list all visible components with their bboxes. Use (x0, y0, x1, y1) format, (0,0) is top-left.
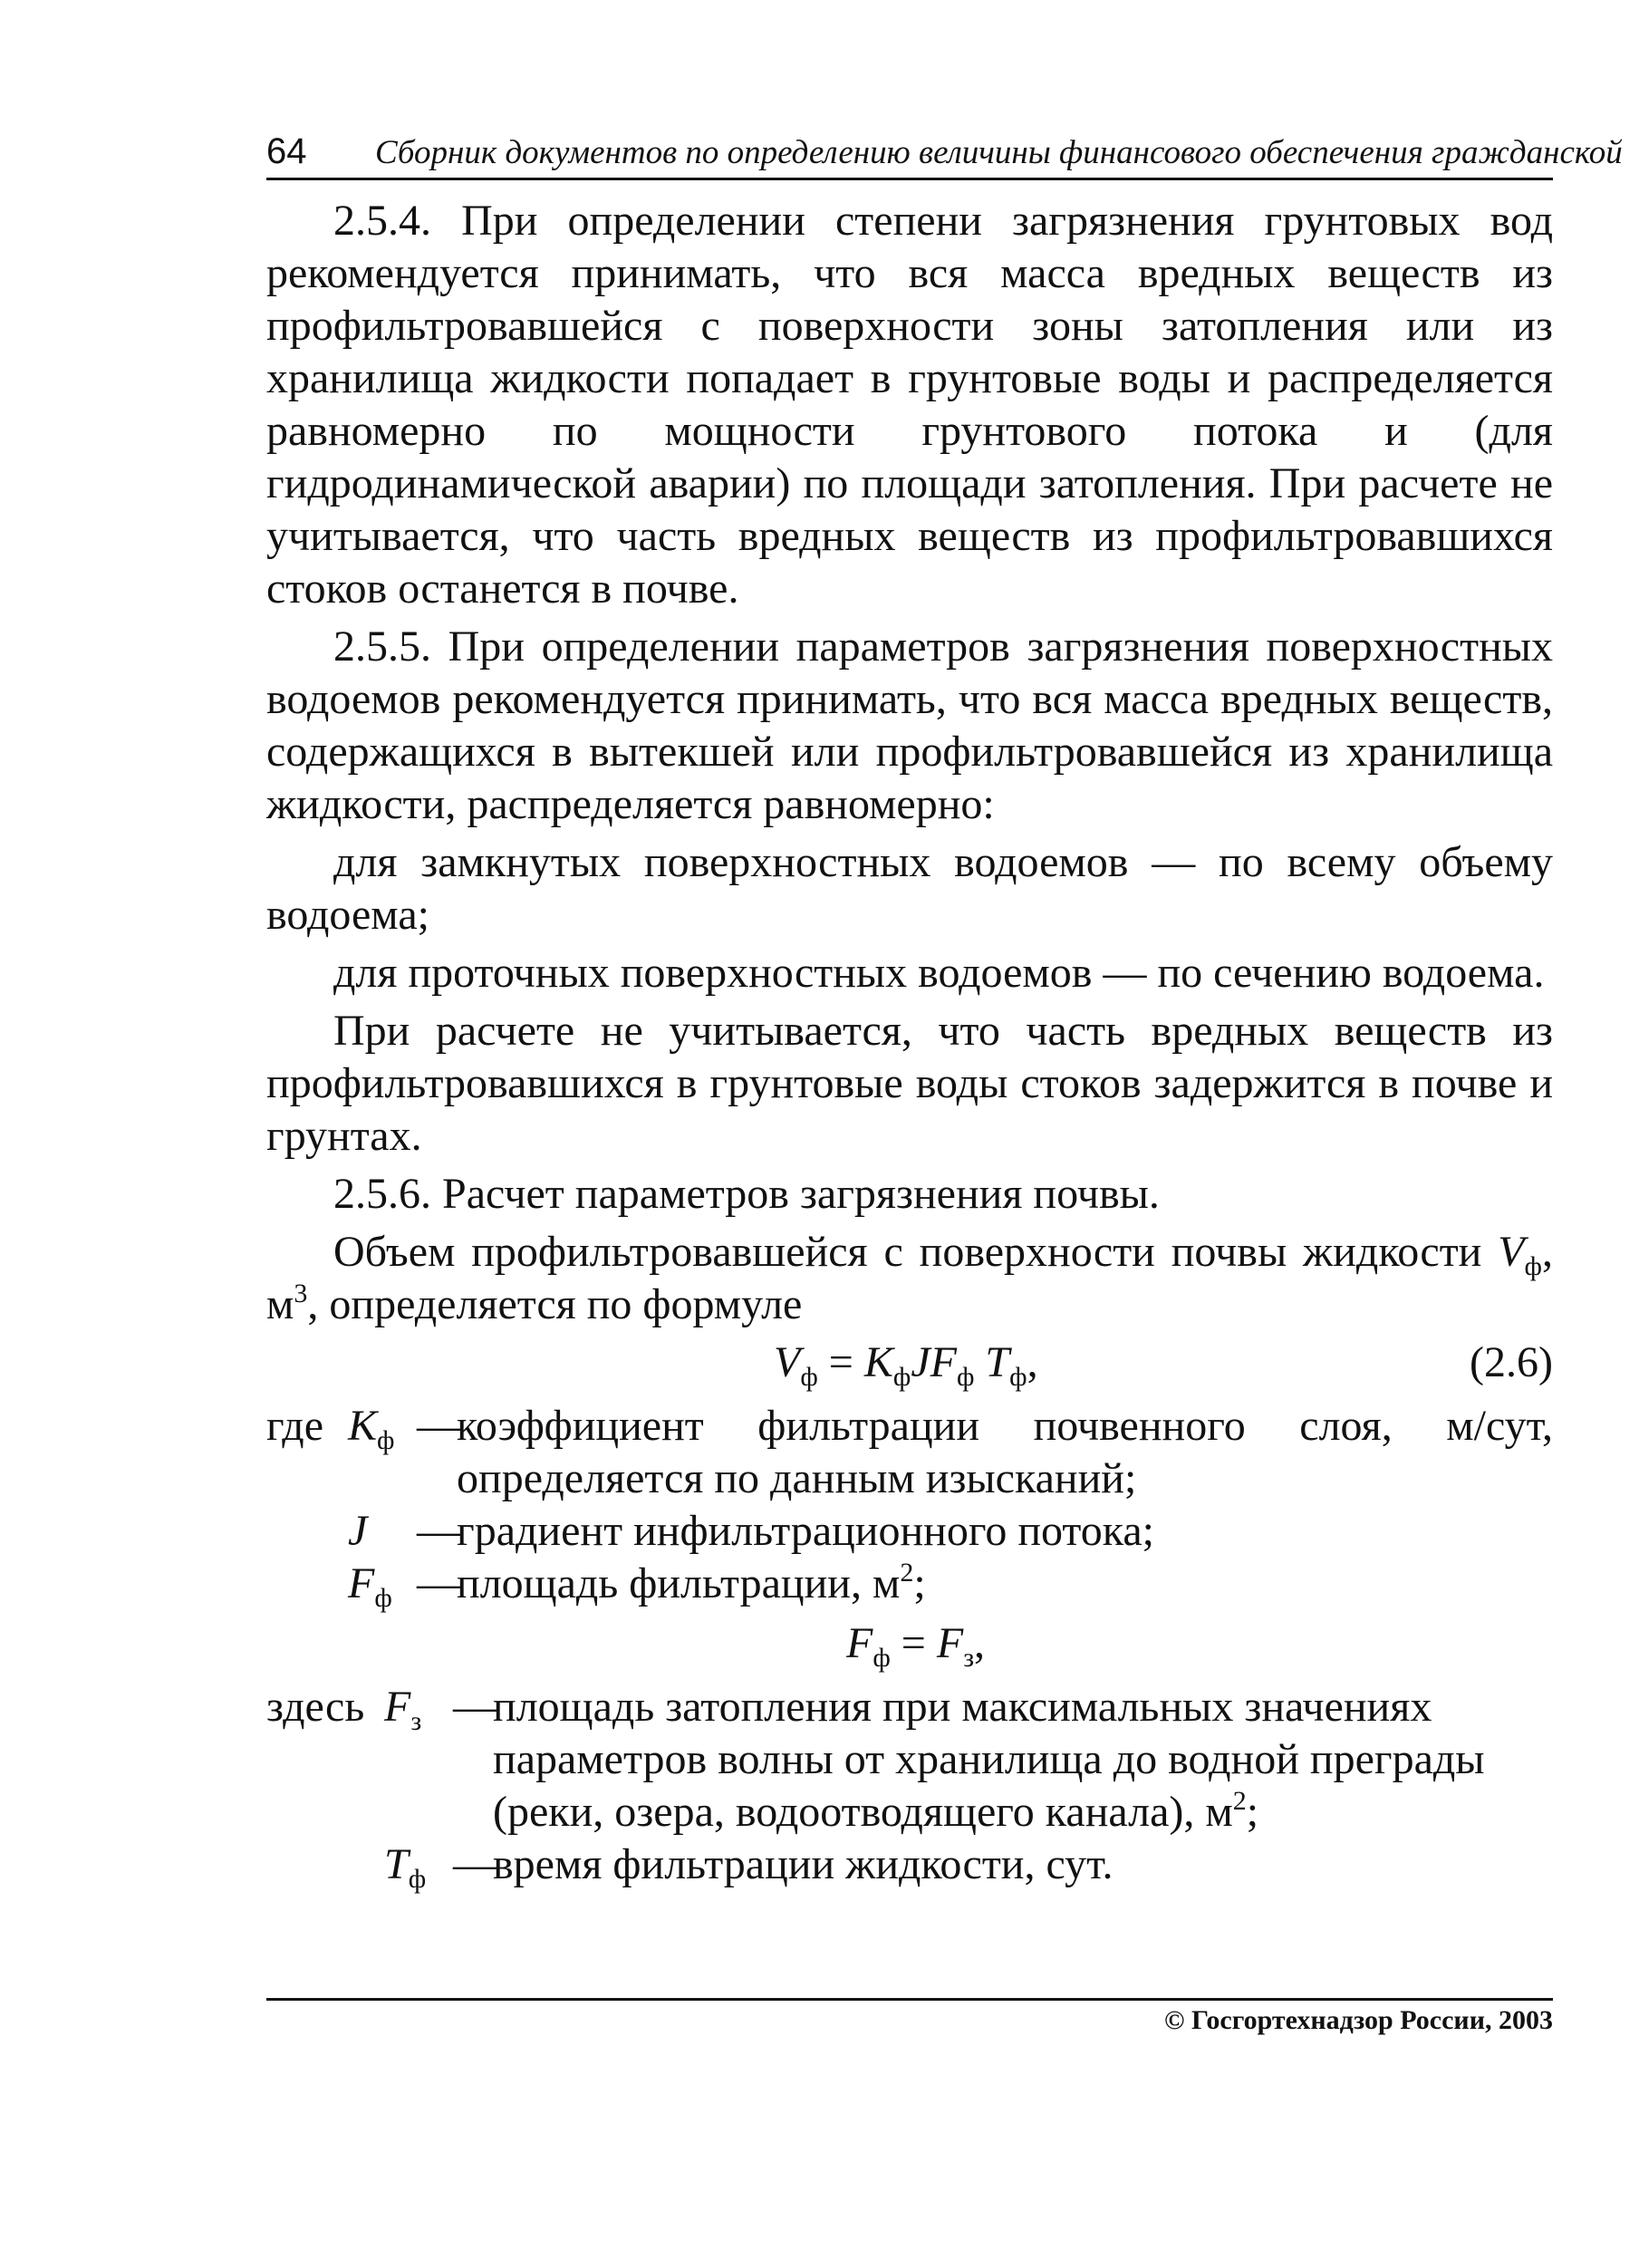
definition-symbol-sub: ф (374, 1583, 392, 1613)
paragraph-closed-reservoirs: для замкнутых поверхностных водоемов — по всему объему водоема; (266, 838, 1553, 939)
formula-f-sub: ф (956, 1362, 975, 1392)
definition-text-sup: 2 (1232, 1786, 1247, 1816)
formula-lhs-sub: ф (800, 1362, 818, 1392)
definition-symbol (384, 1839, 453, 1894)
running-title: Сборник документов по определению величины финансового обеспечения гражданской (375, 134, 1623, 171)
formula2-lhs-sub: ф (873, 1643, 891, 1673)
definition-symbol-letter: F (348, 1559, 375, 1607)
formula-tail: , (1027, 1338, 1038, 1386)
definition-dash: — (417, 1402, 460, 1450)
definition-j (266, 1505, 1553, 1558)
definition-text-sup: 2 (900, 1558, 914, 1588)
definition-symbol (348, 1400, 417, 1505)
definition-text-tail: ; (913, 1559, 926, 1607)
footer-divider (266, 1998, 1553, 2001)
volume-symbol: V (1498, 1228, 1525, 1276)
formula-lhs-symbol: V (774, 1338, 801, 1386)
formula-equals: = (817, 1338, 864, 1386)
definition-lead: здесь (266, 1683, 365, 1731)
definition-f3 (266, 1681, 1553, 1839)
definition-text-main: площадь затопления при максимальных значениях параметров волны от хранилища до водной преграды (реки, озера, водоотводящего канала), м (493, 1683, 1485, 1836)
definitions-list (266, 1400, 1553, 1613)
definition-symbol-sub: з (410, 1706, 422, 1736)
copyright-footer: © Госгортехнадзор России, 2003 (1164, 2005, 1553, 2035)
formula-t-sub: ф (1009, 1362, 1027, 1392)
definition-f (266, 1558, 1553, 1613)
formula-j-symbol: J (911, 1338, 930, 1386)
definition-lead (266, 1558, 348, 1610)
volume-text-c: , определяется по формуле (307, 1280, 803, 1328)
definition-dash: — (417, 1507, 460, 1555)
definition-dash: — (417, 1559, 460, 1607)
definition-symbol-letter: J (348, 1507, 368, 1555)
formula-k-symbol: K (863, 1338, 893, 1386)
volume-text-b: , (1542, 1228, 1553, 1276)
paragraph-volume (266, 1226, 1553, 1331)
definition-text (493, 1681, 1553, 1839)
definition-t (266, 1839, 1553, 1894)
definition-symbol-sub: ф (377, 1425, 395, 1455)
formula2-equals: = (890, 1619, 937, 1667)
definition-symbol (384, 1681, 453, 1839)
paragraph-flowing-reservoirs: для проточных поверхностных водоемов — по сечению водоема. (333, 949, 1545, 997)
volume-symbol-sub: ф (1524, 1251, 1542, 1281)
formula2-lhs-symbol: F (846, 1619, 873, 1667)
formula-2-6-expression (774, 1337, 1038, 1392)
definition-text-main: площадь фильтрации, м (457, 1559, 901, 1607)
formula-k-sub: ф (892, 1362, 911, 1392)
formula-f-equals-f3 (266, 1617, 1553, 1674)
definition-text: градиент инфильтрационного потока; (457, 1507, 1154, 1555)
paragraph-2-5-4: 2.5.4. При определении степени загрязнения грунтовых вод рекомендуется принимать, что вся масса вредных веществ из профильтровавшейся с поверхности зоны затопления или из хранилища жидкости попадает в грунтовые воды и распределяется равномерно по мощности грунтового потока и (для гидродинамической аварии) по площади затопления. При расчете не учитывается, что часть вредных веществ из профильтровавшихся стоков останется в почве. (266, 197, 1553, 613)
formula2-rhs-symbol: F (936, 1619, 964, 1667)
running-header (266, 125, 1623, 180)
formula2-tail: , (974, 1619, 986, 1667)
formula-2-expression (846, 1617, 986, 1673)
formula-t-symbol: T (985, 1338, 1010, 1386)
volume-unit: м (266, 1280, 294, 1328)
definition-dash: — (453, 1840, 497, 1888)
definition-lead (266, 1839, 384, 1891)
definition-dash: — (453, 1683, 497, 1731)
definition-lead: где (266, 1402, 324, 1450)
volume-text-a: Объем профильтровавшейся с поверхности почвы жидкости (333, 1228, 1499, 1276)
formula-2-6 (266, 1337, 1553, 1393)
paragraph-2-5-5: 2.5.5. При определении параметров загрязнения поверхностных водоемов рекомендуется принимать, что вся масса вредных веществ, содержащихся в вытекшей или профильтровавшейся из хранилища жидкости, распределяется равномерно: (266, 622, 1553, 828)
definition-text: время фильтрации жидкости, сут. (493, 1840, 1114, 1888)
paragraph-note: При расчете не учитывается, что часть вредных веществ из профильтровавшихся в грунтовые воды стоков задержится в почве и грунтах. (266, 1007, 1553, 1160)
volume-unit-sup: 3 (294, 1279, 308, 1308)
definition-symbol-letter: F (384, 1683, 411, 1731)
definition-text: коэффициент фильтрации почвенного слоя, м/сут, определяется по данным изысканий; (457, 1402, 1553, 1502)
paragraph-2-5-6: 2.5.6. Расчет параметров загрязнения почвы. (333, 1170, 1160, 1218)
definition-lead (266, 1505, 348, 1558)
formula-number: (2.6) (1470, 1338, 1553, 1386)
definition-k (266, 1400, 1553, 1505)
definition-symbol-sub: ф (408, 1864, 427, 1894)
definition-text-tail: ; (1246, 1788, 1259, 1836)
definition-symbol (348, 1505, 417, 1558)
formula-f-symbol: F (930, 1338, 957, 1386)
definition-symbol (348, 1558, 417, 1613)
definition-text (457, 1558, 1553, 1610)
page-number: 64 (266, 131, 307, 171)
definition-symbol-letter: T (384, 1840, 409, 1888)
formula2-rhs-sub: з (963, 1643, 975, 1673)
definition-symbol-letter: K (348, 1402, 378, 1450)
definitions-list-2 (266, 1681, 1553, 1894)
main-text (266, 195, 1553, 1898)
